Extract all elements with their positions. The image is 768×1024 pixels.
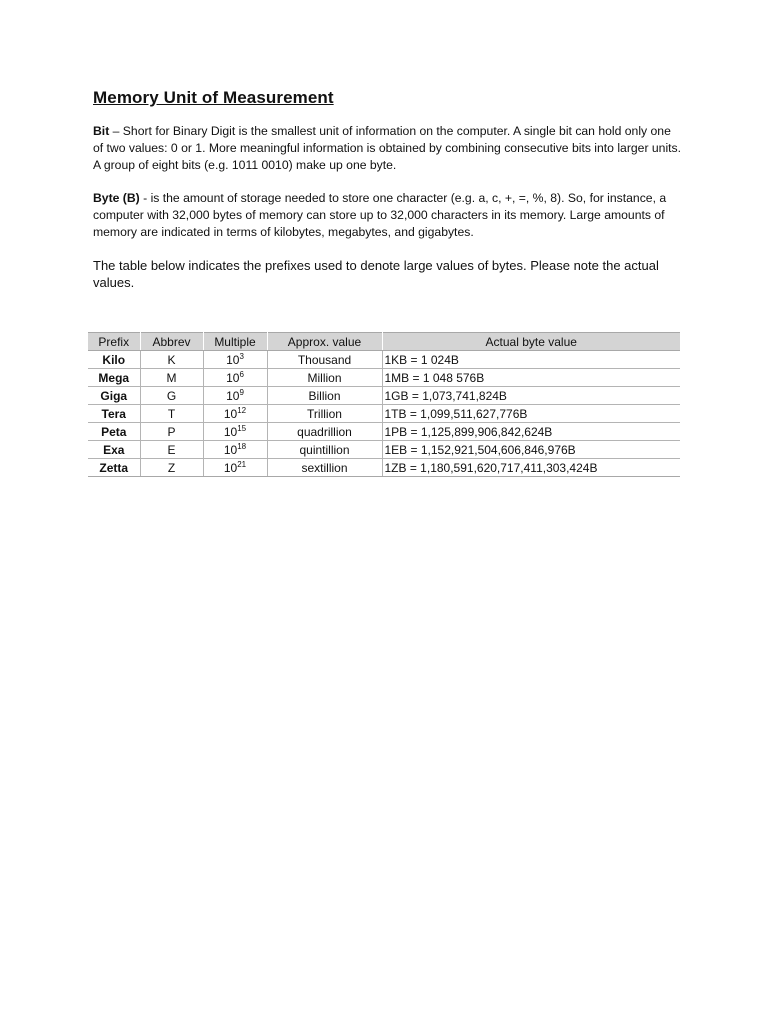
approx-cell: sextillion <box>267 459 382 477</box>
byte-paragraph <box>93 190 683 241</box>
table-row <box>88 405 680 423</box>
byte-definition: - is the amount of storage needed to store one character (e.g. a, c, +, =, %, 8). So, for instance, a computer with 32,000 bytes of memory can store up to 32,000 characters in its memory. Large amounts of memory are indicated in terms of kilobytes, megabytes, and gigabytes. <box>93 191 667 239</box>
actual-value-cell: 1GB = 1,073,741,824B <box>382 387 680 405</box>
abbrev-cell: M <box>140 369 203 387</box>
bit-paragraph <box>93 123 683 174</box>
multiple-cell: $10^3$ <box>203 351 267 369</box>
page-title: Memory Unit of Measurement <box>93 88 334 107</box>
actual-value-cell: 1TB = 1,099,511,627,776B <box>382 405 680 423</box>
prefix-cell: Peta <box>88 423 140 441</box>
approx-cell: quadrillion <box>267 423 382 441</box>
table-row <box>88 369 680 387</box>
abbrev-cell: P <box>140 423 203 441</box>
bit-definition: – Short for Binary Digit is the smallest unit of information on the computer. A single bit can hold only one of two values: 0 or 1. More meaningful information is obtained by combining consecutive bits into larger units. A group of eight bits (e.g. 1011 0010) make up one byte. <box>93 124 682 172</box>
actual-value-cell: 1PB = 1,125,899,906,842,624B <box>382 423 680 441</box>
multiple-cell: $10^9$ <box>203 387 267 405</box>
bit-term: Bit <box>93 124 110 138</box>
approx-cell: Billion <box>267 387 382 405</box>
header-actual-byte-value: Actual byte value <box>382 333 680 351</box>
header-approx-value: Approx. value <box>267 333 382 351</box>
prefix-cell: Tera <box>88 405 140 423</box>
table-row <box>88 441 680 459</box>
prefix-cell: Exa <box>88 441 140 459</box>
abbrev-cell: Z <box>140 459 203 477</box>
header-abbrev: Abbrev <box>140 333 203 351</box>
abbrev-cell: K <box>140 351 203 369</box>
prefix-cell: Kilo <box>88 351 140 369</box>
table-row <box>88 459 680 477</box>
multiple-cell: $10^{21}$ <box>203 459 267 477</box>
prefix-cell: Zetta <box>88 459 140 477</box>
header-multiple: Multiple <box>203 333 267 351</box>
table-row <box>88 387 680 405</box>
byte-term: Byte (B) <box>93 191 140 205</box>
table-row <box>88 423 680 441</box>
byte-prefix-table <box>88 332 680 477</box>
abbrev-cell: G <box>140 387 203 405</box>
multiple-cell: $10^{15}$ <box>203 423 267 441</box>
actual-value-cell: 1EB = 1,152,921,504,606,846,976B <box>382 441 680 459</box>
approx-cell: Million <box>267 369 382 387</box>
table-header-row <box>88 333 680 351</box>
approx-cell: Thousand <box>267 351 382 369</box>
actual-value-cell: 1MB = 1 048 576B <box>382 369 680 387</box>
actual-value-cell: 1KB = 1 024B <box>382 351 680 369</box>
actual-value-cell: 1ZB = 1,180,591,620,717,411,303,424B <box>382 459 680 477</box>
document-body <box>93 88 683 329</box>
approx-cell: quintillion <box>267 441 382 459</box>
table-row <box>88 351 680 369</box>
abbrev-cell: E <box>140 441 203 459</box>
table-intro-paragraph: The table below indicates the prefixes used to denote large values of bytes. Please note the actual values. <box>93 258 659 290</box>
abbrev-cell: T <box>140 405 203 423</box>
prefix-cell: Giga <box>88 387 140 405</box>
multiple-cell: $10^6$ <box>203 369 267 387</box>
multiple-cell: $10^{12}$ <box>203 405 267 423</box>
header-prefix: Prefix <box>88 333 140 351</box>
approx-cell: Trillion <box>267 405 382 423</box>
multiple-cell: $10^{18}$ <box>203 441 267 459</box>
prefix-cell: Mega <box>88 369 140 387</box>
